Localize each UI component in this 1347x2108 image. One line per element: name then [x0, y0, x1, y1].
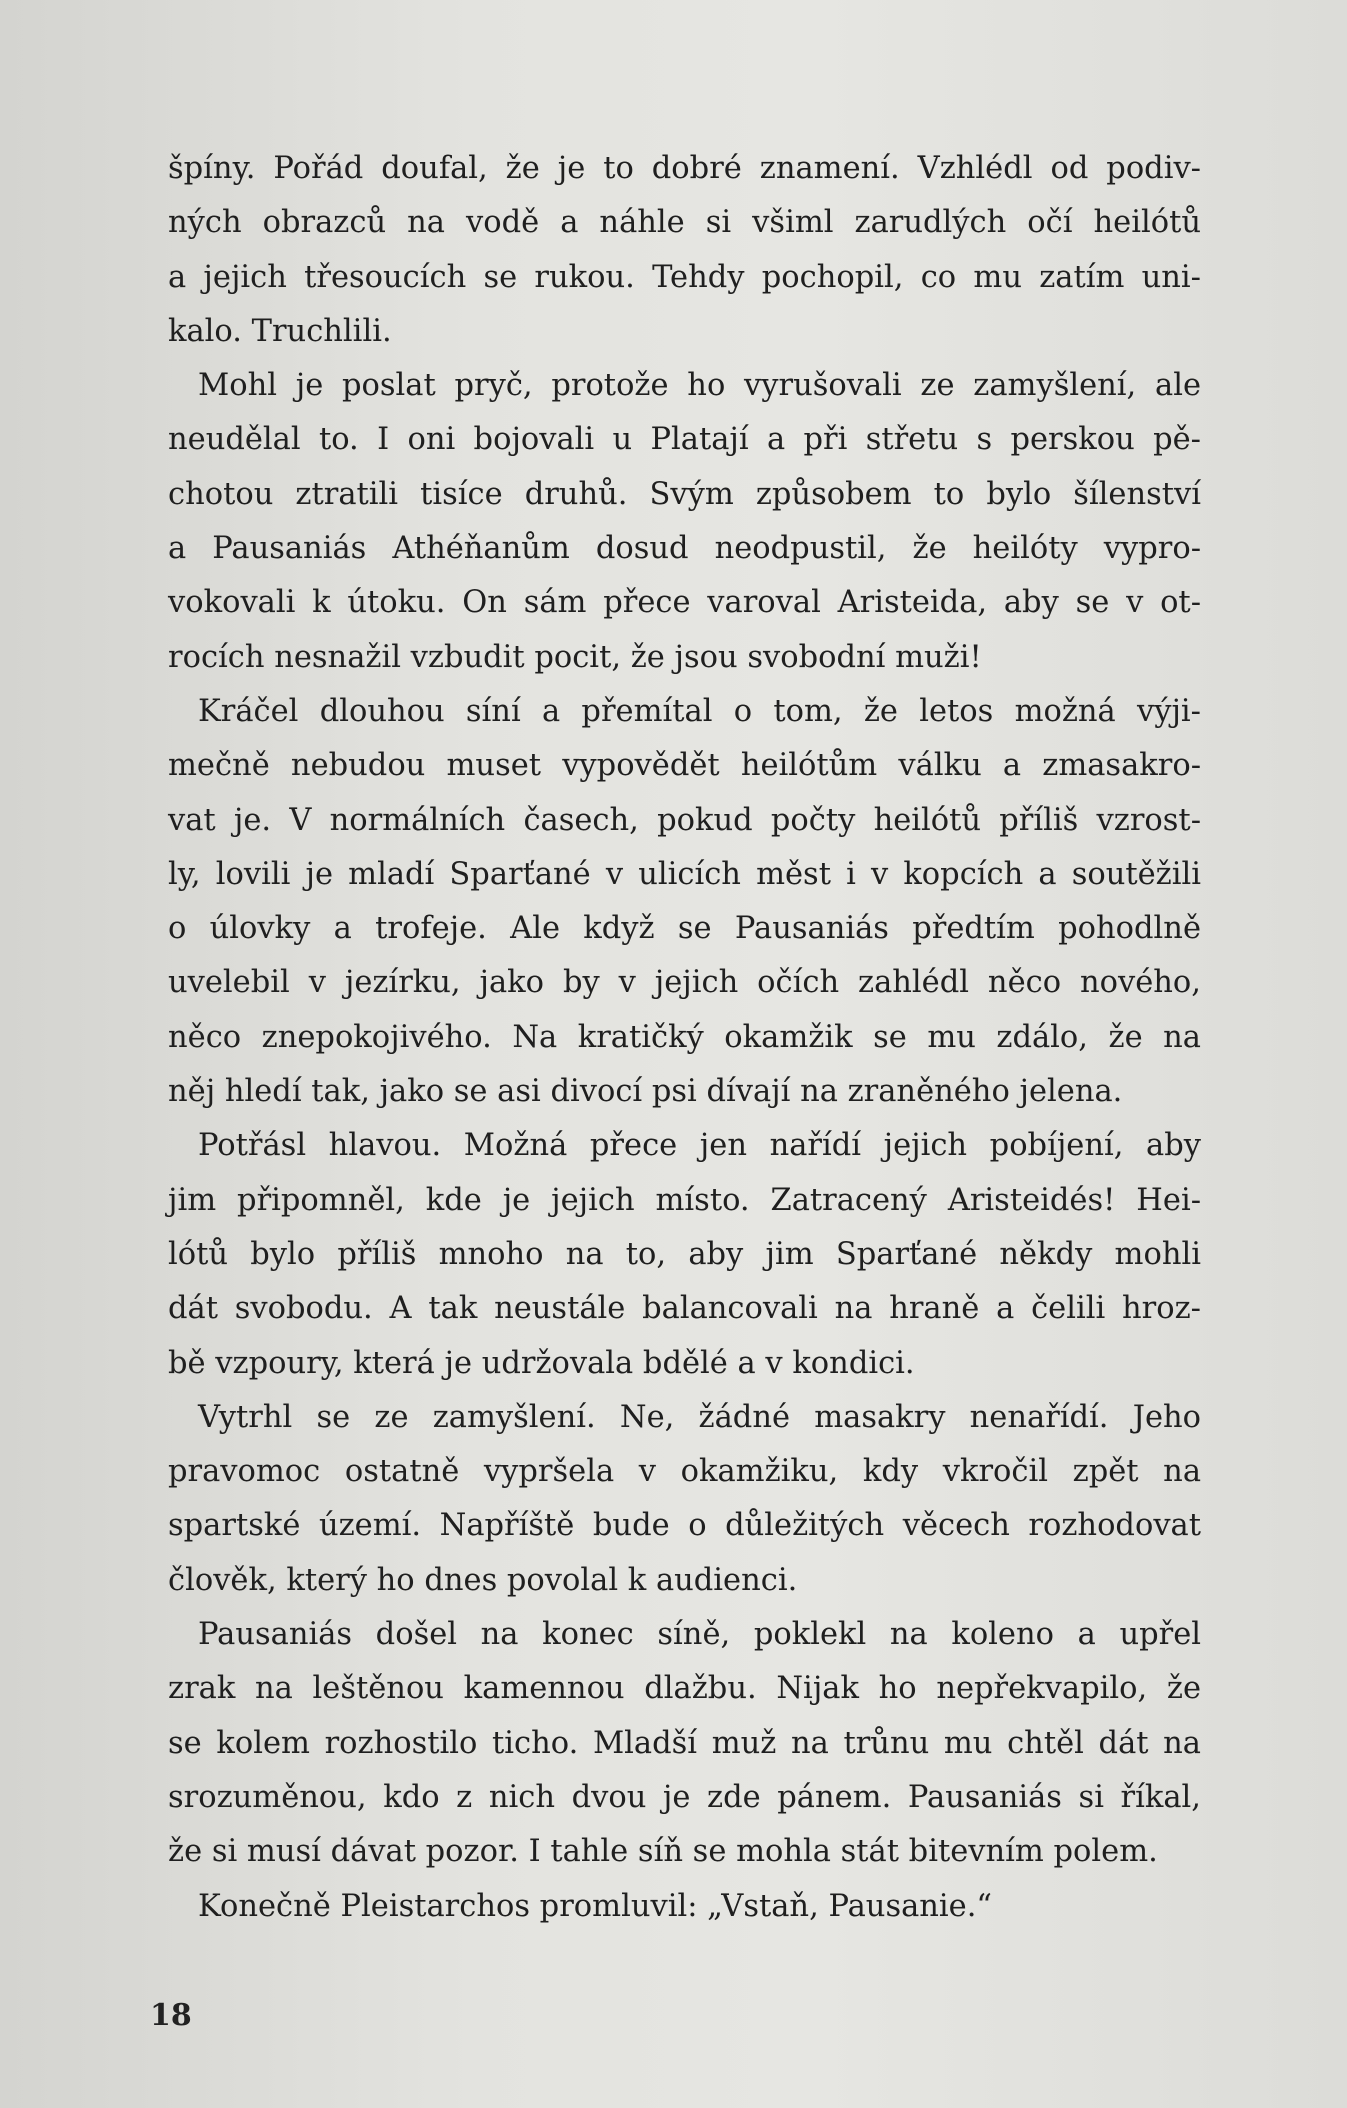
text-line: chotou ztratili tisíce druhů. Svým způsobem to bylo šílenství	[168, 476, 1201, 512]
text-line: Potřásl hlavou. Možná přece jen nařídí jejich pobíjení, aby	[198, 1128, 1201, 1164]
text-line: uvelebil v jezírku, jako by v jejich očích zahlédl něco nového,	[168, 965, 1201, 1001]
text-line: Mohl je poslat pryč, protože ho vyrušovali ze zamyšlení, ale	[198, 368, 1201, 404]
text-line: mečně nebudou muset vypovědět heilótům válku a zmasakro-	[168, 748, 1201, 784]
text-line: ných obrazců na vodě a náhle si všiml zarudlých očí heilótů	[168, 205, 1201, 241]
text-line: jim připomněl, kde je jejich místo. Zatracený Aristeidés! Hei-	[168, 1182, 1201, 1218]
text-line: něj hledí tak, jako se asi divocí psi dívají na zraněného jelena.	[168, 1074, 1123, 1110]
text-line: ly, lovili je mladí Sparťané v ulicích měst i v kopcích a soutěžili	[168, 856, 1201, 892]
paragraph	[168, 685, 1201, 1119]
text-line: Kráčel dlouhou síní a přemítal o tom, že letos možná výji-	[198, 693, 1201, 729]
text-line: rocích nesnažil vzbudit pocit, že jsou svobodní muži!	[168, 639, 982, 675]
paragraph	[168, 359, 1201, 685]
paragraph	[168, 1608, 1201, 1879]
paragraph	[168, 142, 1201, 359]
text-line: spartské území. Napříště bude o důležitých věcech rozhodovat	[168, 1508, 1201, 1544]
text-line: vat je. V normálních časech, pokud počty heilótů příliš vzrost-	[168, 802, 1201, 838]
text-line: kalo. Truchlili.	[168, 313, 392, 349]
text-line: člověk, který ho dnes povolal k audienci.	[168, 1562, 798, 1598]
text-line: srozuměnou, kdo z nich dvou je zde pánem. Pausaniás si říkal,	[168, 1779, 1201, 1815]
text-line: se kolem rozhostilo ticho. Mladší muž na trůnu mu chtěl dát na	[168, 1725, 1201, 1761]
text-line: Vytrhl se ze zamyšlení. Ne, žádné masakry nenařídí. Jeho	[198, 1399, 1201, 1435]
text-line: dát svobodu. A tak neustále balancovali na hraně a čelili hroz-	[168, 1291, 1201, 1327]
text-line: něco znepokojivého. Na kratičký okamžik se mu zdálo, že na	[168, 1019, 1201, 1055]
text-line: bě vzpoury, která je udržovala bdělé a v kondici.	[168, 1345, 915, 1381]
text-line: vokovali k útoku. On sám přece varoval Aristeida, aby se v ot-	[168, 585, 1201, 621]
text-line: špíny. Pořád doufal, že je to dobré znamení. Vzhlédl od podiv-	[168, 151, 1201, 186]
paragraph	[168, 1391, 1201, 1608]
text-line: lótů bylo příliš mnoho na to, aby jim Sparťané někdy mohli	[168, 1236, 1201, 1272]
text-line: Konečně Pleistarchos promluvil: „Vstaň, Pausanie.“	[198, 1888, 993, 1924]
text-line: neudělal to. I oni bojovali u Platají a při střetu s perskou pě-	[168, 422, 1201, 458]
body-text	[168, 142, 1201, 1934]
text-line: pravomoc ostatně vypršela v okamžiku, kdy vkročil zpět na	[168, 1454, 1201, 1490]
paragraph	[168, 1119, 1201, 1390]
text-line: zrak na leštěnou kamennou dlažbu. Nijak ho nepřekvapilo, že	[168, 1671, 1201, 1707]
text-line: o úlovky a trofeje. Ale když se Pausaniás předtím pohodlně	[168, 911, 1201, 947]
text-line: Pausaniás došel na konec síně, poklekl na koleno a upřel	[198, 1617, 1201, 1653]
text-line: že si musí dávat pozor. I tahle síň se mohla stát bitevním polem.	[168, 1834, 1158, 1870]
paragraph	[168, 1880, 1201, 1934]
text-line: a jejich třesoucích se rukou. Tehdy pochopil, co mu zatím uni-	[168, 259, 1201, 295]
page-number: 18	[150, 1998, 192, 2033]
text-line: a Pausaniás Athéňanům dosud neodpustil, že heilóty vypro-	[168, 531, 1201, 567]
